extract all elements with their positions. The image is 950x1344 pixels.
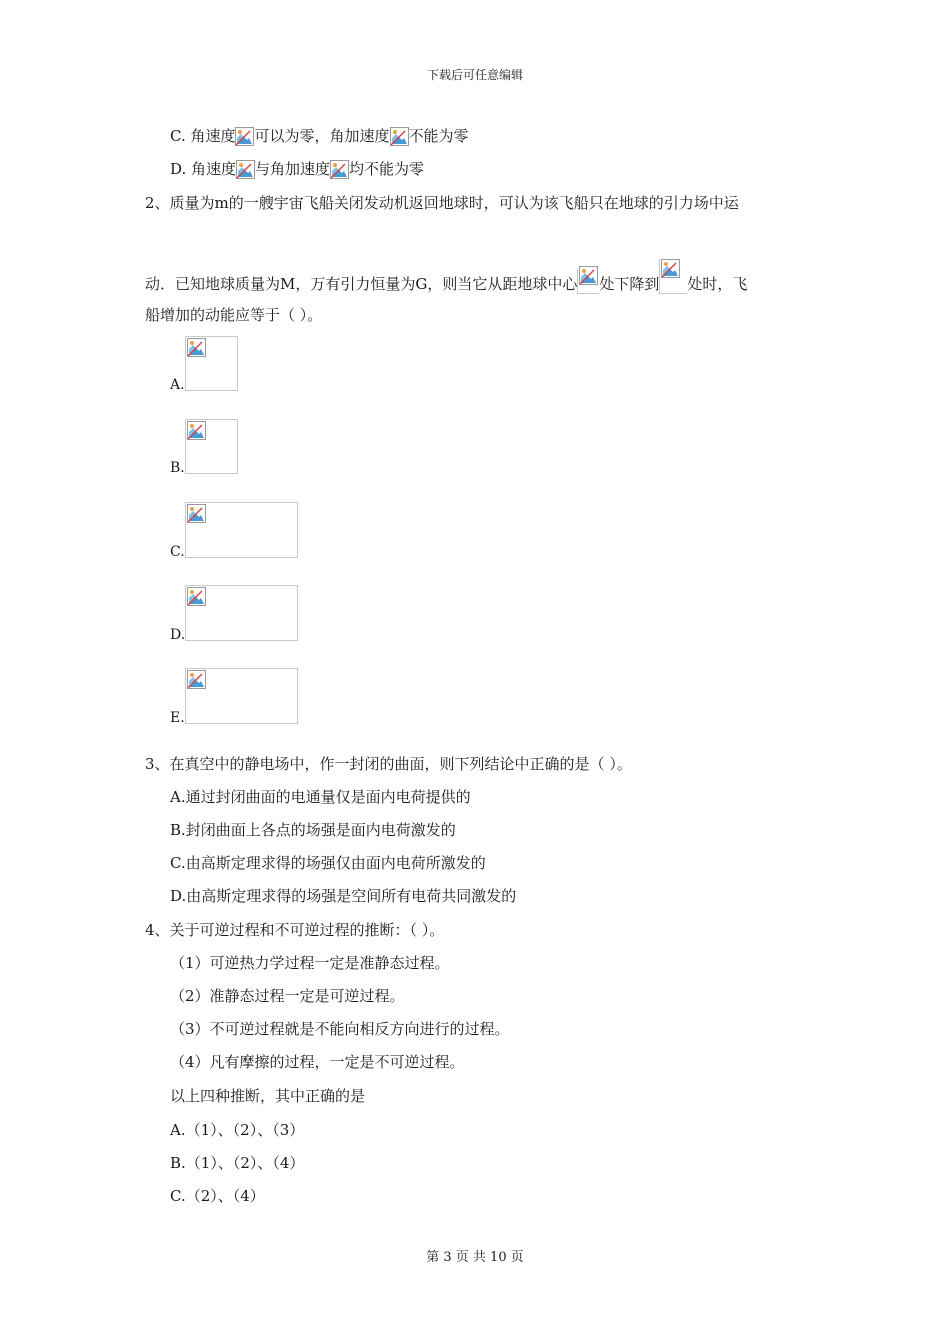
q2-option-c-image <box>185 502 298 558</box>
q3-option-a: A.通过封闭曲面的电通量仅是面内电荷提供的 <box>170 788 471 806</box>
broken-image-icon <box>236 160 255 179</box>
q2-option-a-label: A. <box>170 377 185 393</box>
q4-statement-2: （2）准静态过程一定是可逆过程。 <box>170 987 405 1005</box>
q3-option-d: D.由高斯定理求得的场强是空间所有电荷共同激发的 <box>170 887 517 905</box>
q1-option-d: D. 角速度 与角加速度 均不能为零 <box>170 160 425 178</box>
q4-option-a: A.（1）、（2）、（3） <box>170 1121 305 1139</box>
q4-statement-3: （3）不可逆过程就是不能向相反方向进行的过程。 <box>170 1020 510 1038</box>
q2-stem-line3: 船增加的动能应等于（ ）。 <box>145 306 323 324</box>
q2-option-e-label: E. <box>170 710 185 726</box>
q2-option-e-image <box>185 668 298 724</box>
q4-statement-1: （1）可逆热力学过程一定是准静态过程。 <box>170 954 450 972</box>
q4-option-b: B.（1）、（2）、（4） <box>170 1154 305 1172</box>
q4-summary: 以上四种推断，其中正确的是 <box>170 1087 366 1105</box>
q4-statement-4: （4）凡有摩擦的过程，一定是不可逆过程。 <box>170 1053 465 1071</box>
q2-option-b-label: B. <box>170 460 185 476</box>
q3-stem: 3、在真空中的静电场中，作一封闭的曲面，则下列结论中正确的是（ ）。 <box>145 755 632 773</box>
q2-option-d-image <box>185 585 298 641</box>
q3-option-c: C.由高斯定理求得的场强仅由面内电荷所激发的 <box>170 854 486 872</box>
q3-option-b: B.封闭曲面上各点的场强是面内电荷激发的 <box>170 821 456 839</box>
q4-option-c: C.（2）、（4） <box>170 1187 265 1205</box>
q2-option-a-image <box>185 336 238 391</box>
broken-image-icon <box>659 259 687 294</box>
q2-option-b-image <box>185 419 238 474</box>
broken-image-icon <box>330 160 349 179</box>
broken-image-icon <box>390 127 409 146</box>
page-footer: 第 3 页 共 10 页 <box>426 1250 524 1265</box>
broken-image-icon <box>577 269 599 294</box>
q4-stem: 4、关于可逆过程和不可逆过程的推断：（ ）。 <box>145 921 445 939</box>
q2-option-c-label: C. <box>170 544 185 560</box>
page-header: 下载后可任意编辑 <box>426 68 523 82</box>
q2-option-d-label: D. <box>170 627 186 643</box>
q1-option-c: C. 角速度 可以为零，角加速度 不能为零 <box>170 127 469 145</box>
q2-stem-line1: 2、质量为m的一艘宇宙飞船关闭发动机返回地球时，可认为该飞船只在地球的引力场中运 <box>145 194 739 212</box>
broken-image-icon <box>235 127 254 146</box>
q2-stem-line2: 动．已知地球质量为M，万有引力恒量为G，则当它从距地球中心 处下降到 处时，飞 <box>145 259 747 294</box>
